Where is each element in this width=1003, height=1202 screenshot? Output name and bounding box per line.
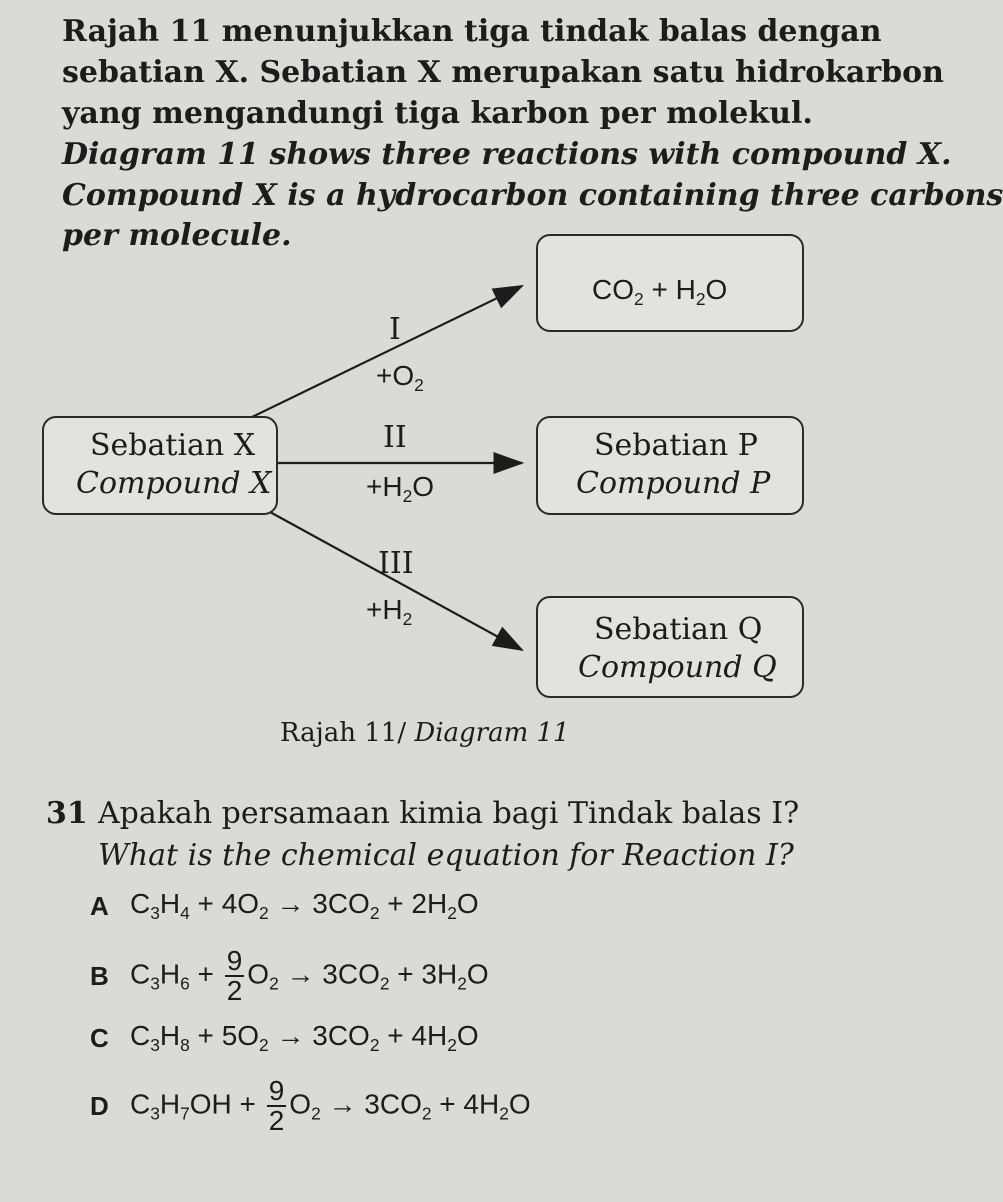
option-d-letter: D bbox=[90, 1090, 109, 1121]
option-d-equation: $C_3H_7OH$ + $\frac{9}{2}$ $O_2 \to 3CO_2 + 4H_2O$ bbox=[130, 1075, 531, 1136]
reaction-i-reagent: $+O_2$ bbox=[376, 360, 424, 396]
option-a-equation: $C_3H_4 + 4O_2 \to 3CO_2 + 2H_2O$ bbox=[130, 887, 479, 924]
intro-english-line-1: Diagram 11 shows three reactions with compound X. bbox=[62, 137, 952, 172]
intro-malay-line-3: yang mengandungi tiga karbon per molekul. bbox=[62, 96, 813, 131]
compound-p-english: Compound P bbox=[576, 466, 771, 501]
question-number: 31 bbox=[46, 796, 88, 831]
option-a[interactable] bbox=[90, 886, 479, 926]
reaction-ii-reagent: $+H_2O$ bbox=[366, 471, 435, 507]
intro-english-line-3: per molecule. bbox=[62, 218, 292, 253]
question-malay: Apakah persamaan kimia bagi Tindak balas I? bbox=[98, 796, 800, 831]
compound-x-malay: Sebatian X bbox=[90, 428, 256, 463]
reaction-iii-numeral: III bbox=[378, 546, 414, 581]
option-b-letter: B bbox=[90, 960, 109, 991]
option-c-equation: $C_3H_8 + 5O_2 \to 3CO_2 + 4H_2O$ bbox=[130, 1019, 479, 1056]
reaction-ii-numeral: II bbox=[383, 420, 407, 455]
diagram-caption bbox=[280, 718, 570, 748]
option-b-equation: $C_3H_6$ + $\frac{9}{2}$ $O_2 \to 3CO_2 + 3H_2O$ bbox=[130, 945, 489, 1006]
compound-q-english: Compound Q bbox=[578, 650, 777, 685]
intro-malay-line-2: sebatian X. Sebatian X merupakan satu hidrokarbon bbox=[62, 55, 944, 90]
reaction-iii-reagent: $+H_2$ bbox=[366, 594, 413, 630]
caption-english: Diagram 11 bbox=[414, 718, 570, 748]
intro-english-line-2: Compound X is a hydrocarbon containing three carbons bbox=[62, 178, 1003, 213]
option-c[interactable] bbox=[90, 1016, 479, 1060]
caption-malay: Rajah 11/ bbox=[280, 718, 407, 748]
reaction-i-numeral: I bbox=[389, 312, 401, 347]
question-english: What is the chemical equation for Reaction I? bbox=[98, 838, 794, 873]
compound-q-box bbox=[536, 596, 804, 698]
compound-q-malay: Sebatian Q bbox=[594, 612, 763, 647]
compound-p-malay: Sebatian P bbox=[594, 428, 758, 463]
option-b[interactable] bbox=[90, 946, 489, 1006]
compound-p-box bbox=[536, 416, 804, 515]
option-d[interactable] bbox=[90, 1074, 531, 1138]
product-i-formula: $CO_2 + H_2O$ bbox=[592, 274, 728, 310]
compound-x-english: Compound X bbox=[76, 466, 272, 501]
intro-malay-line-1: Rajah 11 menunjukkan tiga tindak balas dengan bbox=[62, 14, 882, 49]
product-i-box bbox=[536, 234, 804, 332]
option-a-letter: A bbox=[90, 890, 109, 921]
option-c-letter: C bbox=[90, 1022, 109, 1053]
arrow-reaction-i bbox=[250, 286, 522, 418]
compound-x-box bbox=[42, 416, 278, 515]
